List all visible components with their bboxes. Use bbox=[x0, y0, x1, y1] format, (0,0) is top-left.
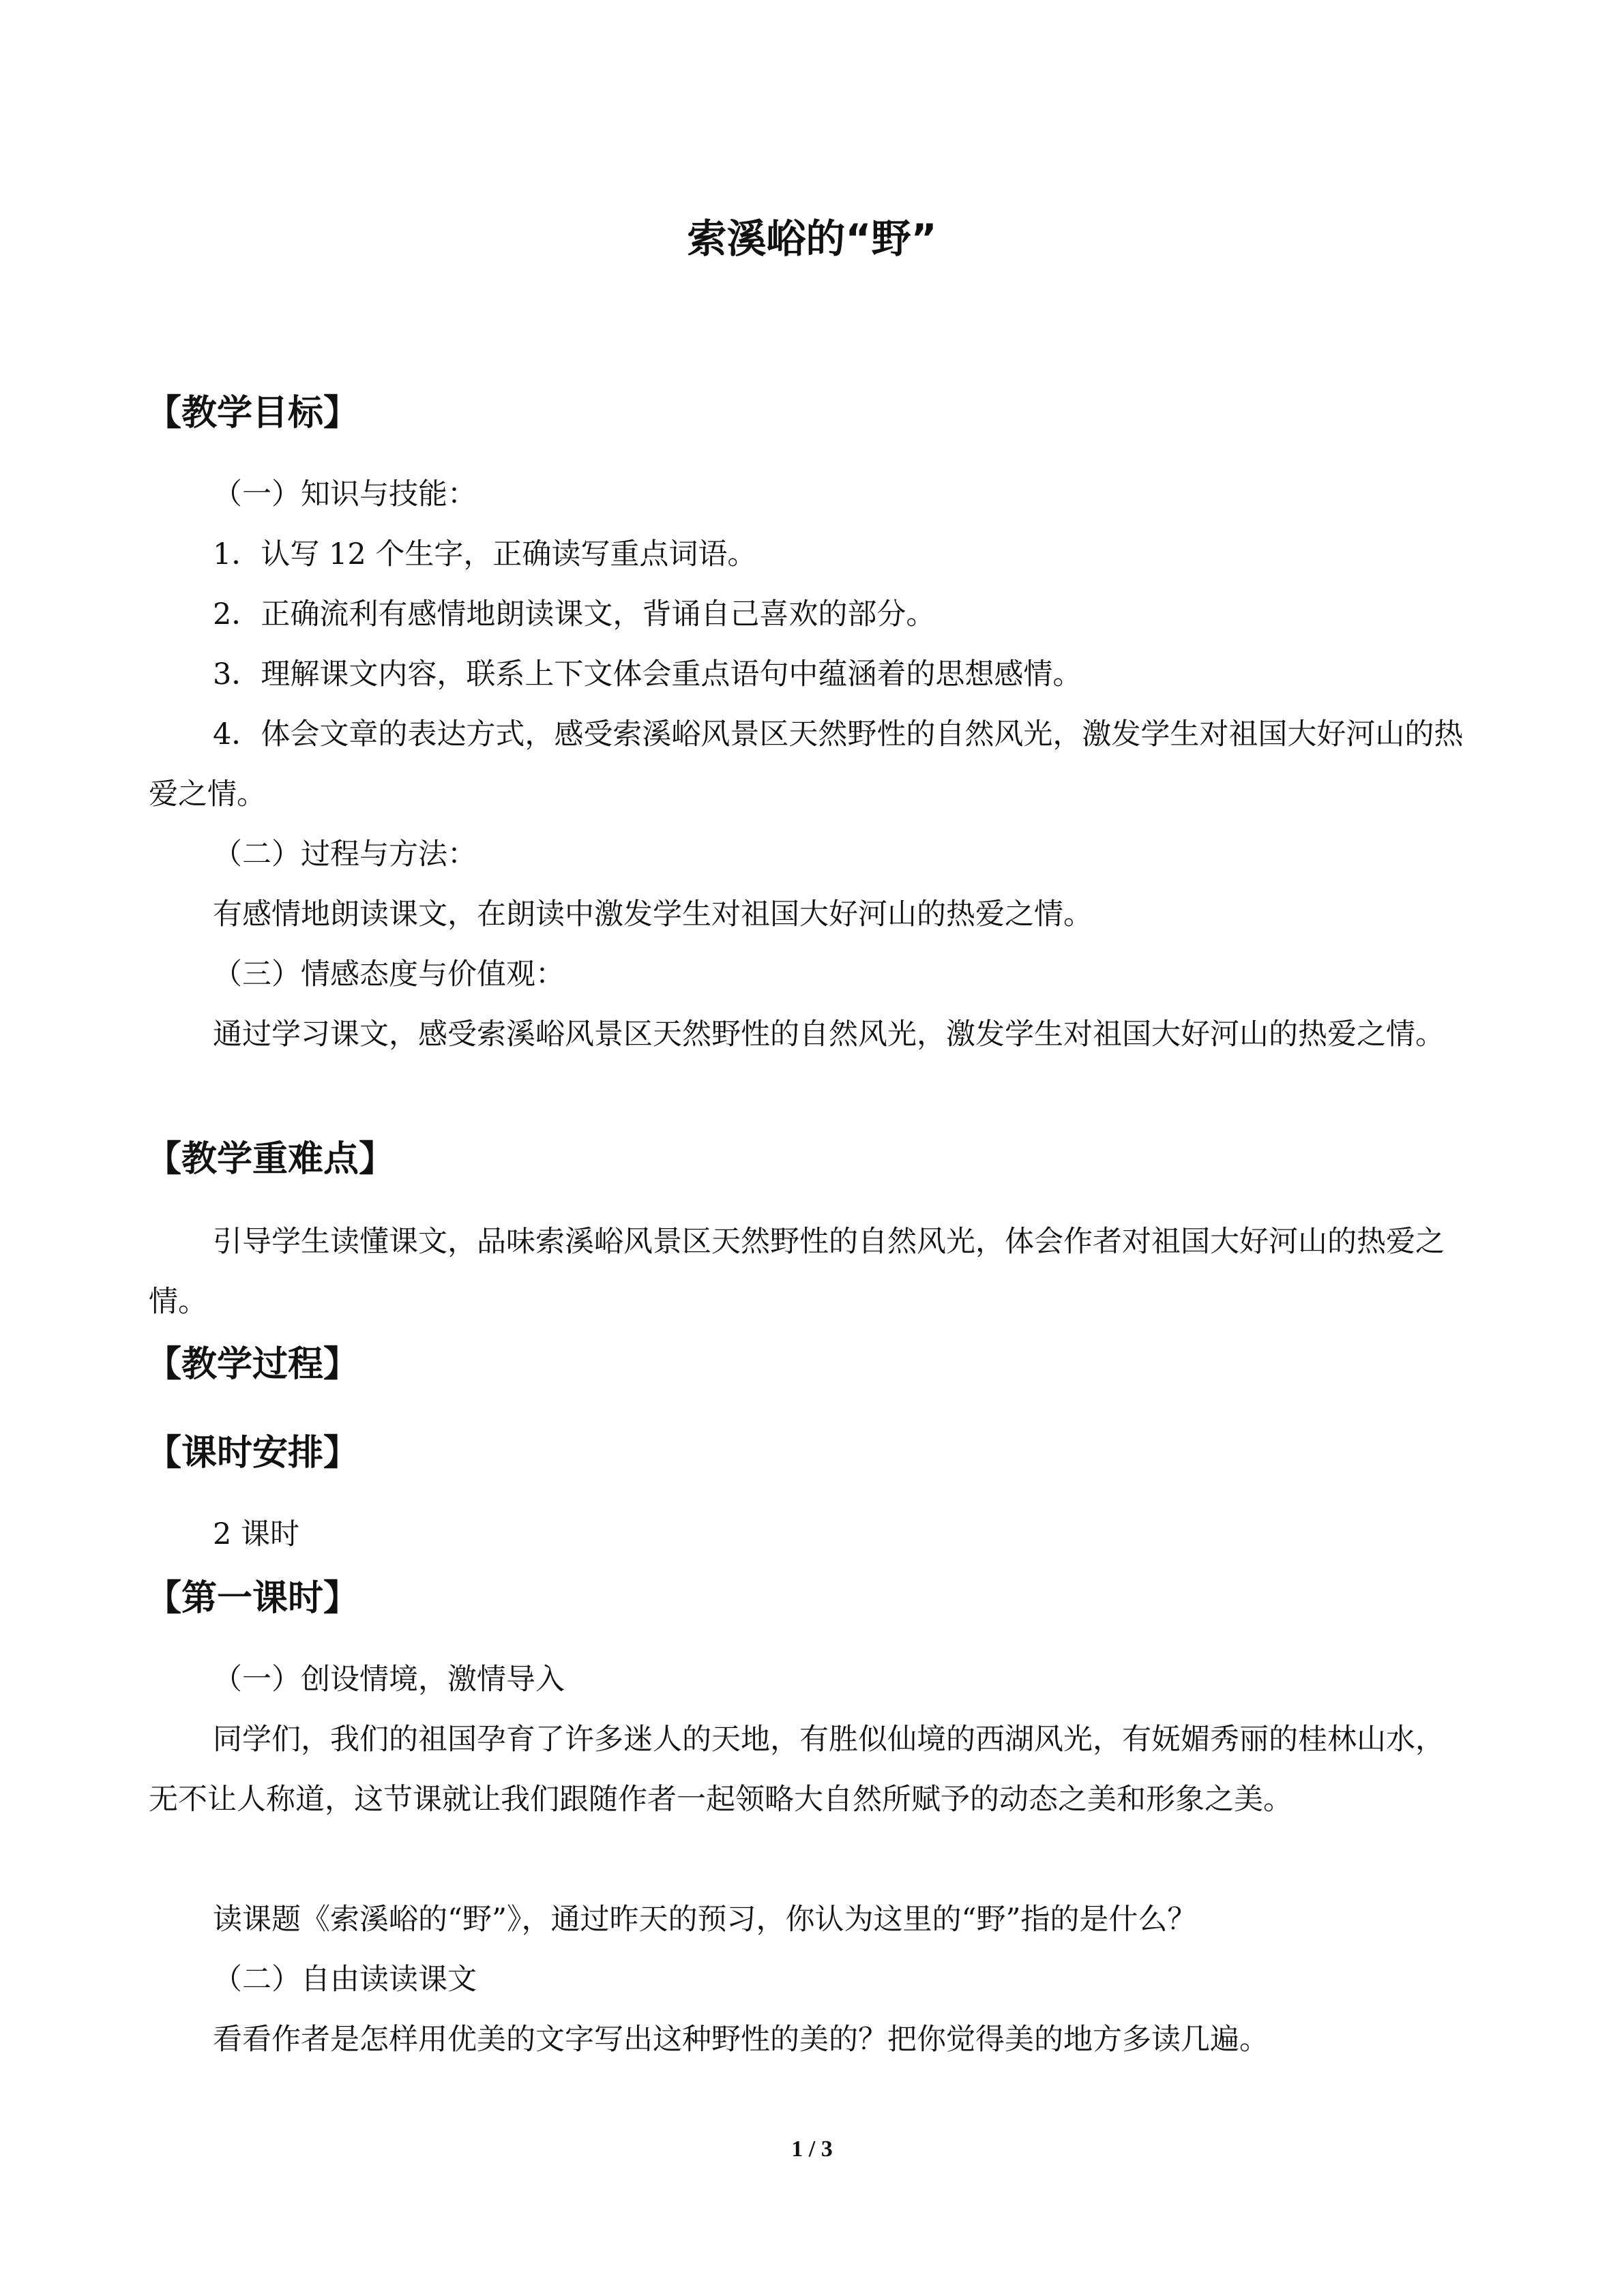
lesson-step-2-text: 看看作者是怎样用优美的文字写出这种野性的美的？把你觉得美的地方多读几遍。 bbox=[213, 2023, 1269, 2057]
subheading-knowledge-skills: （一）知识与技能： bbox=[213, 477, 477, 511]
lesson-step-1-question: 读课题《索溪峪的“野”》，通过昨天的预习，你认为这里的“野”指的是什么？ bbox=[213, 1903, 1197, 1937]
lesson-step-1-title: （一）创设情境，激情导入 bbox=[213, 1663, 565, 1697]
page-number: 1 / 3 bbox=[791, 2136, 833, 2162]
subheading-attitude-values: （三）情感态度与价值观： bbox=[213, 957, 565, 992]
goal-item-4: 4．体会文章的表达方式，感受索溪峪风景区天然野性的自然风光，激发学生对祖国大好河山的热爱之情。 bbox=[149, 717, 1464, 811]
document-title: 索溪峪的“野” bbox=[687, 215, 937, 262]
heading-teaching-process: 【教学过程】 bbox=[146, 1344, 359, 1385]
lesson-step-2-title: （二）自由读读课文 bbox=[213, 1963, 477, 1997]
heading-key-points: 【教学重难点】 bbox=[146, 1139, 395, 1180]
schedule-text: 2 课时 bbox=[213, 1517, 300, 1551]
subheading-process-method: （二）过程与方法： bbox=[213, 837, 477, 871]
lesson-step-1-text: 同学们，我们的祖国孕育了许多迷人的天地，有胜似仙境的西湖风光，有妩媚秀丽的桂林山水，无不让人称道，这节课就让我们跟随作者一起领略大自然所赋予的动态之美和形象之美。 bbox=[149, 1723, 1445, 1817]
heading-class-schedule: 【课时安排】 bbox=[146, 1433, 359, 1474]
key-points-text: 引导学生读懂课文，品味索溪峪风景区天然野性的自然风光，体会作者对祖国大好河山的热爱之情。 bbox=[149, 1225, 1445, 1319]
heading-first-lesson: 【第一课时】 bbox=[146, 1578, 359, 1619]
process-method-text: 有感情地朗读课文，在朗读中激发学生对祖国大好河山的热爱之情。 bbox=[213, 897, 1093, 931]
goal-item-1: 1．认写 12 个生字，正确读写重点词语。 bbox=[213, 537, 757, 571]
goal-item-2: 2．正确流利有感情地朗读课文，背诵自己喜欢的部分。 bbox=[213, 597, 936, 631]
attitude-values-text: 通过学习课文，感受索溪峪风景区天然野性的自然风光，激发学生对祖国大好河山的热爱之情。 bbox=[213, 1017, 1445, 1052]
heading-teaching-goals: 【教学目标】 bbox=[146, 393, 359, 434]
goal-item-3: 3．理解课文内容，联系上下文体会重点语句中蕴涵着的思想感情。 bbox=[213, 657, 1082, 691]
